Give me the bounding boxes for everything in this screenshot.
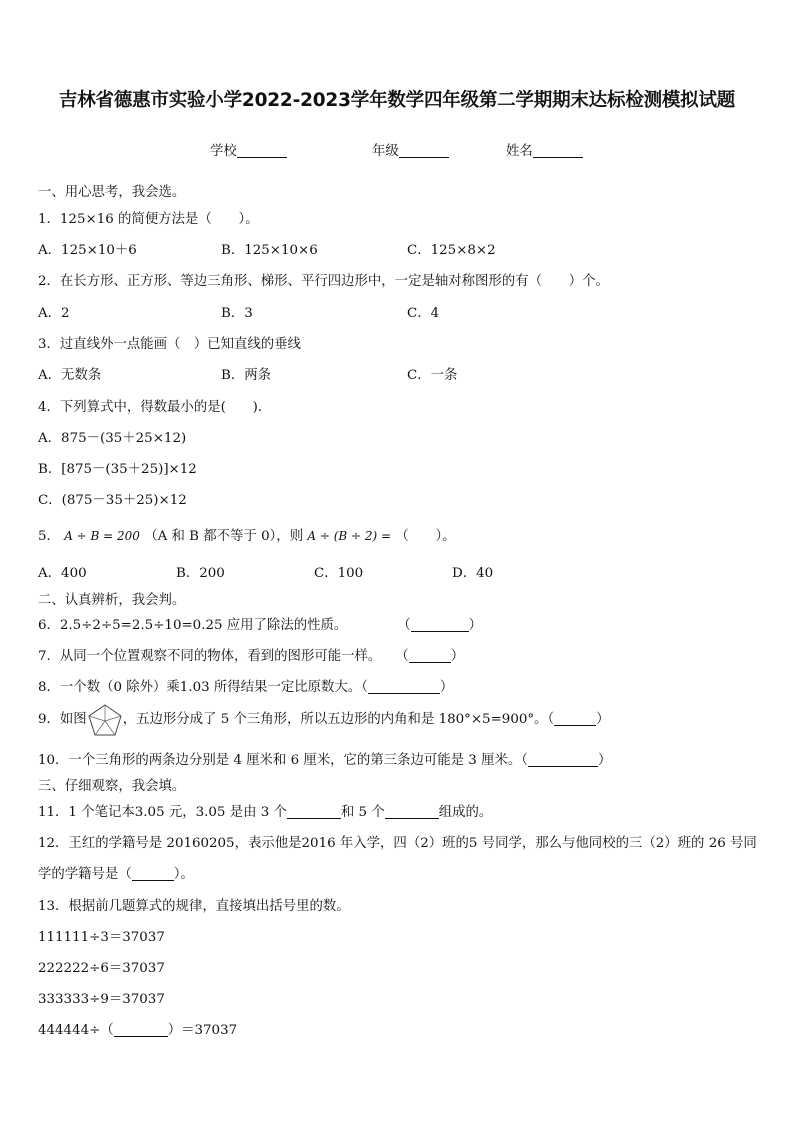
q5-option-d[interactable]: D．40 [452, 566, 494, 581]
question-9: 9．如图 ，五边形分成了 5 个三角形，所以五边形的内角和是 180°×5=900°。（ ） [38, 702, 610, 738]
q4-option-a[interactable]: A．875－(35＋25×12) [38, 431, 187, 446]
question-5-stem [38, 525, 456, 544]
q11-blank-1[interactable] [287, 804, 341, 819]
q12-end: ）。 [173, 867, 194, 882]
name-label: 姓名 [506, 144, 533, 159]
grade-label: 年级 [372, 144, 399, 159]
page-title: 吉林省德惠市实验小学2022-2023学年数学四年级第二学期期末达标检测模拟试题 [58, 90, 736, 111]
school-field[interactable] [210, 140, 287, 159]
question-10: 10．一个三角形的两条边分别是 4 厘米和 6 厘米，它的第三条边可能是 3 厘米。（ ） [38, 753, 612, 768]
q1-option-c[interactable]: C．125×8×2 [407, 243, 496, 258]
q13-eq4-right: ）＝37037 [167, 1023, 238, 1038]
q8-answer-blank[interactable] [368, 679, 440, 694]
q13-equation-1: 111111÷3＝37037 [38, 930, 165, 945]
question-3-stem: 3．过直线外一点能画（ ）已知直线的垂线 [38, 337, 301, 352]
grade-blank[interactable] [399, 143, 449, 158]
q12-answer-blank[interactable] [132, 866, 174, 881]
q10-text: 10．一个三角形的两条边分别是 4 厘米和 6 厘米，它的第三条边可能是 3 厘米。 [38, 753, 522, 768]
question-7: 7．从同一个位置观察不同的物体，看到的图形可能一样。 （ ） [38, 649, 465, 664]
q5-option-a[interactable]: A．400 [38, 566, 87, 581]
q2-option-a[interactable]: A．2 [38, 306, 70, 321]
q5-number: 5． [38, 529, 60, 544]
q13-answer-blank[interactable] [114, 1022, 168, 1037]
q7-answer-blank[interactable] [409, 648, 451, 663]
school-label: 学校 [210, 144, 237, 159]
question-12-line-1: 12．王红的学籍号是 20160205，表示他是2016 年入学，四（2）班的5 号同学，那么与他同校的三（2）班的 26 号同 [38, 836, 757, 851]
q3-option-c[interactable]: C．一条 [407, 368, 458, 383]
q1-option-a[interactable]: A．125×10＋6 [38, 243, 137, 258]
q13-equation-3: 333333÷9＝37037 [38, 992, 165, 1007]
q5-option-b[interactable]: B．200 [176, 566, 225, 581]
q1-option-b[interactable]: B．125×10×6 [221, 243, 318, 258]
q5-middle-text: （A 和 B 都不等于 0），则 [144, 529, 304, 544]
q2-option-c[interactable]: C．4 [407, 306, 440, 321]
question-2-stem: 2．在长方形、正方形、等边三角形、梯形、平行四边形中，一定是轴对称图形的有（ ）个。 [38, 274, 609, 289]
q2-option-b[interactable]: B．3 [221, 306, 253, 321]
question-13-stem: 13．根据前几题算式的规律，直接填出括号里的数。 [38, 899, 350, 914]
q3-option-b[interactable]: B．两条 [221, 368, 272, 383]
q6-answer-blank[interactable] [411, 617, 469, 632]
q5-formula-1: A ÷ B = 200 [64, 529, 140, 543]
question-6: 6．2.5÷2÷5=2.5÷10=0.25 应用了除法的性质。 （ ） [38, 618, 483, 633]
q4-option-c[interactable]: C．(875－35＋25)×12 [38, 493, 187, 508]
name-blank[interactable] [533, 143, 583, 158]
q13-eq4-left: 444444÷（ [38, 1023, 114, 1038]
q11-text-b: 和 5 个 [340, 805, 385, 820]
grade-field[interactable] [372, 140, 449, 159]
q11-blank-2[interactable] [385, 804, 439, 819]
q6-text: 6．2.5÷2÷5=2.5÷10=0.25 应用了除法的性质。 [38, 618, 348, 633]
school-blank[interactable] [237, 143, 287, 158]
q5-formula-2: A ÷ (B ÷ 2) = [307, 529, 392, 543]
section-2-heading: 二、认真辨析，我会判。 [38, 593, 186, 608]
pentagon-figure [87, 703, 123, 737]
q10-answer-blank[interactable] [528, 752, 598, 767]
q11-text-a: 11．1 个笔记本3.05 元，3.05 是由 3 个 [38, 805, 287, 820]
q7-text: 7．从同一个位置观察不同的物体，看到的图形可能一样。 [38, 649, 382, 664]
q5-option-c[interactable]: C．100 [314, 566, 364, 581]
question-8: 8．一个数（0 除外）乘1.03 所得结果一定比原数大。（ ） [38, 680, 454, 695]
question-4-stem: 4．下列算式中，得数最小的是( )． [38, 400, 272, 415]
q13-equation-4 [38, 1019, 237, 1038]
q12-text-2: 学的学籍号是（ [38, 867, 132, 882]
q9-text-post: ，五边形分成了 5 个三角形，所以五边形的内角和是 180°×5=900°。 [122, 712, 548, 727]
q9-answer-blank[interactable] [554, 711, 596, 726]
q4-option-b[interactable]: B．[875－(35＋25)]×12 [38, 462, 197, 477]
section-3-heading: 三、仔细观察，我会填。 [38, 779, 186, 794]
q5-end-text: （ ）。 [395, 529, 456, 544]
question-12-line-2 [38, 863, 194, 882]
q13-equation-2: 222222÷6＝37037 [38, 961, 165, 976]
name-field[interactable] [506, 140, 583, 159]
question-1-stem: 1．125×16 的简便方法是（ ）。 [38, 212, 259, 227]
section-1-heading: 一、用心思考，我会选。 [38, 185, 186, 200]
q11-text-c: 组成的。 [438, 805, 493, 820]
q8-text: 8．一个数（0 除外）乘1.03 所得结果一定比原数大。 [38, 680, 362, 695]
q9-text-pre: 9．如图 [38, 712, 87, 727]
q3-option-a[interactable]: A．无数条 [38, 368, 102, 383]
question-11 [38, 801, 492, 820]
